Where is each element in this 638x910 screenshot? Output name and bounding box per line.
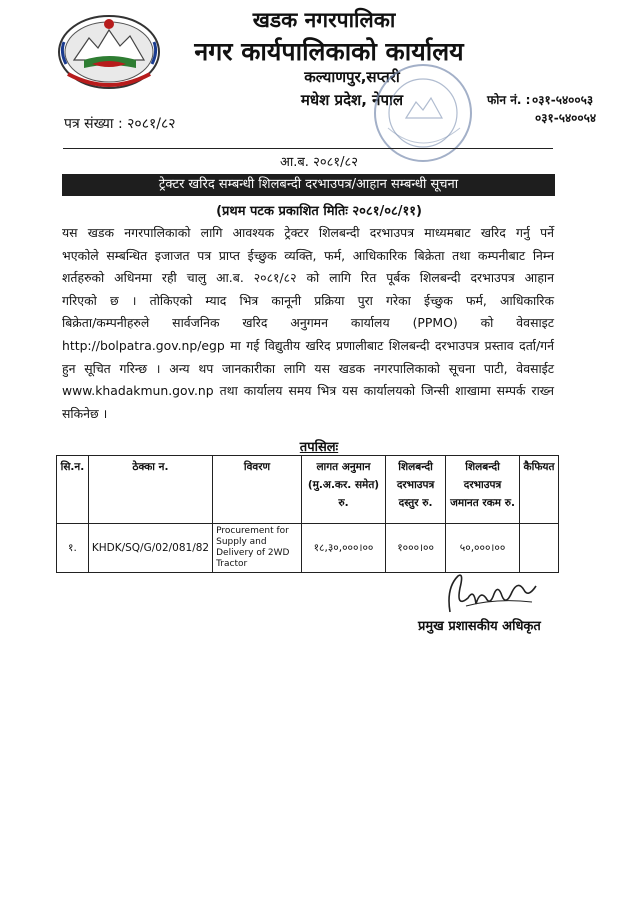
cell-doc-fee: १०००।०० [386, 524, 446, 573]
phone-label: फोन नं. : [487, 93, 531, 107]
tender-details-table [56, 455, 559, 573]
body-line-link: http://bolpatra.gov.np/egp मा गई विद्युतीय खरिद प्रणालीबाट शिलबन्दी दरभाउपत्र प्रस्ताव दर्ता/गर्न [62, 337, 554, 353]
notice-body [62, 222, 554, 425]
cell-description: Procurement for Supply and Delivery of 2WD Tractor [213, 524, 302, 573]
table-header-row [57, 456, 559, 524]
publish-date: (प्रथम पटक प्रकाशित मितिः २०८१/०८/११) [216, 204, 422, 219]
col-header-contract-no: ठेक्का न. [88, 456, 212, 524]
body-line: गरिएको छ । तोकिएको म्याद भित्र कानूनी प्रक्रिया पुरा गरेका ईच्छुक फर्म, आधिकारिक [62, 292, 554, 308]
cell-bid-security: ५०,०००।०० [446, 524, 520, 573]
cell-contract-no: KHDK/SQ/G/02/081/82 [88, 524, 212, 573]
body-line-link: www.khadakmun.gov.np तथा कार्यालय समय भित्र यस कार्यालयको जिन्सी शाखामा सम्पर्क राख्न [62, 383, 554, 399]
signatory-title: प्रमुख प्रशासकीय अधिकृत [418, 619, 541, 634]
address-line2: मधेश प्रदेश, नेपाल [300, 91, 404, 109]
body-line: बिक्रेता/कम्पनीहरुले सार्वजनिक खरिद अनुगमन कार्यालय (PPMO) को वेवसाइट [62, 315, 554, 331]
col-header-doc-fee: शिलबन्दी दरभाउपत्र दस्तुर रु. [386, 456, 446, 524]
body-line: हुन सूचित गरिन्छ । अन्य थप जानकारीका लागि यस खडक नगरपालिकाको सूचना पाटी, वेवसाईट [62, 360, 554, 376]
details-heading: तपसिलः [299, 440, 339, 455]
address-line1: कल्याणपुर,सप्तरी [304, 68, 400, 86]
col-header-bid-security: शिलबन्दी दरभाउपत्र जमानत रकम रु. [446, 456, 520, 524]
body-line: यस खडक नगरपालिकाको लागि आवश्यक ट्रेक्टर शिलबन्दी दरभाउपत्र माध्यमबाट खरिद गर्नु पर्ने [62, 225, 554, 240]
fiscal-year: आ.ब. २०८१/८२ [279, 155, 359, 170]
office-name: नगर कार्यपालिकाको कार्यालय [194, 37, 464, 66]
col-header-estimate: लागत अनुमान (मु.अ.कर. समेत) रु. [301, 456, 385, 524]
reference-number: पत्र संख्या : २०८१/८२ [64, 116, 176, 132]
col-header-remarks: कैफियत [520, 456, 559, 524]
phone-number-1: ०३१-५४००५३ [532, 93, 594, 107]
phone-number-2: ०३१-५४००५४ [535, 111, 597, 125]
body-line: सकिनेछ । [62, 405, 108, 421]
municipality-name: खडक नगरपालिका [252, 8, 396, 32]
notice-title-banner: ट्रेक्टर खरिद सम्बन्धी शिलबन्दी दरभाउपत्र/आहान सम्बन्धी सूचना [62, 174, 555, 196]
header-divider [63, 148, 553, 149]
col-header-sn: सि.न. [57, 456, 89, 524]
table-row [57, 524, 559, 573]
cell-estimate: १८,३०,०००।०० [301, 524, 385, 573]
body-line: शर्तहरुको अधिनमा रही चालु आ.ब. २०८१/८२ को लागि रित पूर्बक शिलबन्दी दरभाउपत्र आहान [62, 270, 554, 286]
cell-remarks [520, 524, 559, 573]
col-header-description: विवरण [213, 456, 302, 524]
cell-sn: १. [57, 524, 89, 573]
body-line: भएकोले सम्बन्धित इजाजत पत्र प्राप्त ईच्छुक व्यक्ति, फर्म, आधिकारिक बिक्रेता तथा कम्पनीबाट निम्न [62, 247, 554, 263]
